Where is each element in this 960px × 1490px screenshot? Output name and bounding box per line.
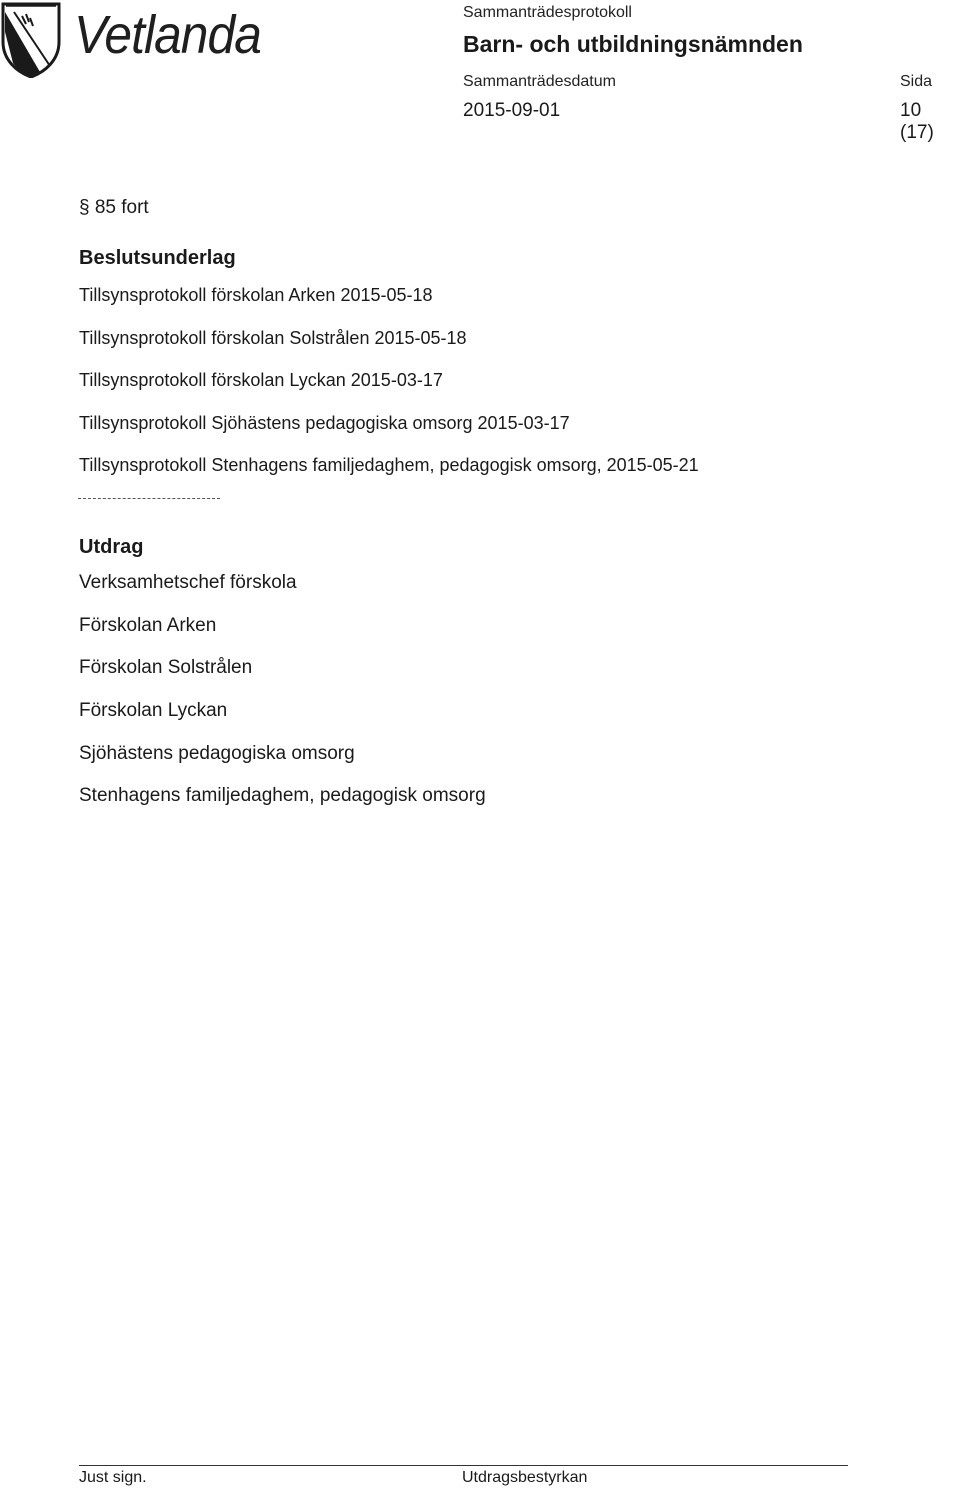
board-name: Barn- och utbildningsnämnden: [463, 31, 803, 57]
footer-rule: [79, 1465, 848, 1466]
list-item: Tillsynsprotokoll förskolan Lyckan 2015-03-17: [79, 370, 443, 391]
list-item: Tillsynsprotokoll Stenhagens familjedaghem, pedagogisk omsorg, 2015-05-21: [79, 455, 699, 476]
signature-label: Just sign.: [79, 1469, 147, 1486]
list-item: Förskolan Lyckan: [79, 700, 228, 722]
coat-of-arms-icon: [0, 2, 62, 78]
municipality-logo: [0, 2, 290, 78]
list-item: Verksamhetschef förskola: [79, 572, 297, 593]
list-item: Stenhagens familjedaghem, pedagogisk omsorg: [79, 785, 486, 807]
extract-recipients-list: [79, 572, 486, 828]
list-item: Förskolan Solstrålen: [79, 657, 253, 679]
basis-list: [79, 284, 699, 497]
list-item: Förskolan Arken: [79, 614, 217, 636]
document-type: Sammanträdesprotokoll: [463, 4, 632, 21]
list-item: Sjöhästens pedagogiska omsorg: [79, 742, 355, 764]
basis-heading: Beslutsunderlag: [79, 247, 236, 269]
section-reference: § 85 fort: [79, 197, 149, 218]
page-number: 10 (17): [900, 100, 934, 143]
list-item: Tillsynsprotokoll förskolan Arken 2015-05-18: [79, 285, 433, 305]
logo-wordmark: Vetlanda: [74, 5, 261, 65]
list-item: Tillsynsprotokoll förskolan Solstrålen 2015-05-18: [79, 327, 467, 348]
meeting-date-label: Sammanträdesdatum: [463, 73, 616, 90]
extract-heading: Utdrag: [79, 536, 144, 558]
meeting-date: 2015-09-01: [463, 100, 561, 121]
page-label: Sida: [900, 73, 933, 90]
list-item: Tillsynsprotokoll Sjöhästens pedagogiska omsorg 2015-03-17: [79, 412, 570, 433]
extract-certification-label: Utdragsbestyrkan: [462, 1469, 588, 1486]
separator-line: [78, 498, 220, 499]
